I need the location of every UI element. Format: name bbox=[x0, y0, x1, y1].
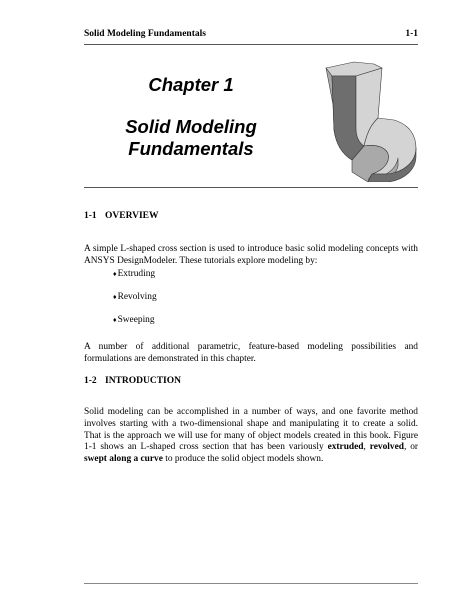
section-number: 1-2 bbox=[84, 376, 97, 386]
introduction-paragraph bbox=[84, 407, 418, 465]
bullet-text: Revolving bbox=[117, 292, 157, 302]
section-heading-introduction bbox=[84, 376, 181, 386]
section-title: OVERVIEW bbox=[105, 211, 159, 221]
intro-text-start: Solid modeling can be accomplished in a number of ways, and one favorite method involves starting with a two-dimensional shape and manipulating it to create a solid. That is the approach we will use for many of object models created in this book. Figure 1-1 shows an L-shaped cross section that has been variously bbox=[84, 407, 418, 453]
diamond-bullet-icon: ♦ bbox=[113, 316, 117, 324]
term-swept: swept along a curve bbox=[84, 453, 163, 464]
bullet-item bbox=[113, 292, 157, 302]
bullet-item bbox=[113, 269, 155, 279]
term-extruded: extruded bbox=[327, 442, 364, 453]
section-number: 1-1 bbox=[84, 211, 97, 221]
intro-separator: , bbox=[363, 442, 370, 453]
header-page-number: 1-1 bbox=[405, 29, 418, 39]
diamond-bullet-icon: ♦ bbox=[113, 270, 117, 278]
revolved-l-section-solid-icon bbox=[312, 58, 422, 182]
chapter-label: Chapter 1 bbox=[148, 74, 234, 95]
chapter-rule bbox=[84, 187, 418, 188]
term-revolved: revolved bbox=[369, 442, 404, 453]
header-rule bbox=[84, 44, 418, 45]
chapter-title-line-2: Fundamentals bbox=[128, 138, 254, 159]
intro-separator: , or bbox=[403, 442, 419, 453]
bullet-item bbox=[113, 315, 155, 325]
bullet-text: Extruding bbox=[117, 269, 156, 279]
header-book-title: Solid Modeling Fundamentals bbox=[84, 29, 206, 39]
diamond-bullet-icon: ♦ bbox=[113, 293, 117, 301]
chapter-title-block bbox=[96, 74, 286, 160]
section-heading-overview bbox=[84, 211, 159, 221]
running-header bbox=[84, 29, 418, 43]
overview-closing-paragraph: A number of additional parametric, feature-based modeling possibilities and formulations are demonstrated in this chapter. bbox=[84, 342, 418, 364]
section-title: INTRODUCTION bbox=[105, 376, 182, 386]
chapter-title-line-1: Solid Modeling bbox=[125, 116, 257, 137]
footer-rule bbox=[84, 583, 418, 584]
overview-intro-paragraph: A simple L-shaped cross section is used to introduce basic solid modeling concepts with ANSYS DesignModeler. These tutorials explore modeling by: bbox=[84, 244, 418, 266]
intro-text-end: to produce the solid object models shown. bbox=[162, 453, 324, 464]
bullet-text: Sweeping bbox=[117, 315, 155, 325]
